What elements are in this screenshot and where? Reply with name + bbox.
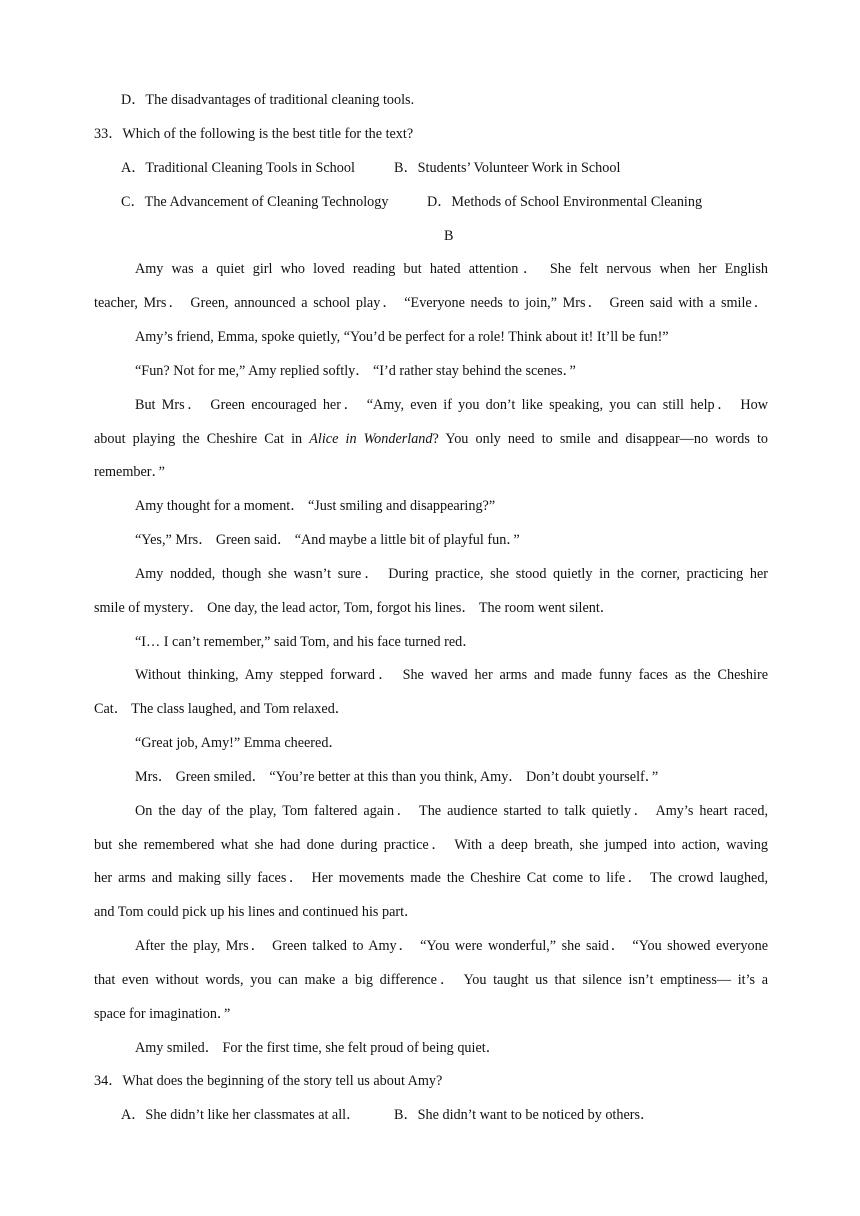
q34-stem: 34．What does the beginning of the story tell us about Amy? — [94, 1073, 443, 1089]
passage-line: “Yes,” Mrs． Green said． “And maybe a little bit of playful fun．” — [135, 532, 520, 548]
passage-line: “Fun? Not for me,” Amy replied softly． “I’d rather stay behind the scenes．” — [135, 363, 576, 379]
passage-line: Amy was a quiet girl who loved reading but hated attention． She felt nervous when her English — [135, 261, 768, 277]
q32-option-d: D．The disadvantages of traditional cleaning tools. — [121, 92, 415, 108]
passage-line: Amy thought for a moment． “Just smiling and disappearing?” — [135, 498, 496, 514]
q33-option-b: B．Students’ Volunteer Work in School — [394, 160, 621, 176]
passage-line: remember．” — [94, 464, 165, 480]
passage-line: Without thinking, Amy stepped forward． She waved her arms and made funny faces as the Cheshire — [135, 667, 768, 683]
passage-line: that even without words, you can make a big difference． You taught us that silence isn’t emptiness— it’s a — [94, 972, 768, 988]
passage-line: and Tom could pick up his lines and continued his part． — [94, 904, 419, 920]
passage-line: but she remembered what she had done during practice． With a deep breath, she jumped into action, waving — [94, 837, 768, 853]
passage-line: space for imagination．” — [94, 1006, 231, 1022]
passage-line: her arms and making silly faces． Her movements made the Cheshire Cat come to life． The crowd laughed, — [94, 870, 768, 886]
q33-stem: 33．Which of the following is the best title for the text? — [94, 126, 414, 142]
passage-line: Amy smiled． For the first time, she felt proud of being quiet． — [135, 1040, 500, 1056]
passage-line: On the day of the play, Tom faltered again． The audience started to talk quietly． Amy’s heart raced, — [135, 803, 768, 819]
passage-line: Mrs． Green smiled． “You’re better at this than you think, Amy． Don’t doubt yourself．” — [135, 769, 659, 785]
q33-option-a: A．Traditional Cleaning Tools in School — [121, 160, 355, 176]
section-heading: B — [444, 228, 454, 244]
passage-line: teacher, Mrs． Green, announced a school play． “Everyone needs to join,” Mrs． Green said with a smile． — [94, 295, 768, 311]
text-run: about playing the Cheshire Cat in — [94, 431, 310, 447]
passage-line: “Great job, Amy!” Emma cheered． — [135, 735, 343, 751]
q34-option-a: A．She didn’t like her classmates at all． — [121, 1107, 361, 1123]
passage-line: smile of mystery． One day, the lead actor, Tom, forgot his lines． The room went silent． — [94, 600, 614, 616]
passage-line: After the play, Mrs． Green talked to Amy． “You were wonderful,” she said． “You showed everyone — [135, 938, 768, 954]
book-title: Alice in Wonderland — [309, 431, 433, 447]
passage-line: “I… I can’t remember,” said Tom, and his face turned red． — [135, 634, 477, 650]
passage-line: Amy nodded, though she wasn’t sure． During practice, she stood quietly in the corner, practicing her — [135, 566, 768, 582]
passage-line: But Mrs． Green encouraged her． “Amy, even if you don’t like speaking, you can still help． How — [135, 397, 768, 413]
text-run: ? You only need to smile and disappear—no words to — [432, 431, 768, 447]
q33-option-c: C．The Advancement of Cleaning Technology — [121, 194, 389, 210]
passage-line: Amy’s friend, Emma, spoke quietly, “You’d be perfect for a role! Think about it! It’ll be fun!” — [135, 329, 669, 345]
passage-line: Cat． The class laughed, and Tom relaxed． — [94, 701, 349, 717]
passage-line — [94, 429, 768, 449]
q34-option-b: B．She didn’t want to be noticed by others． — [394, 1107, 655, 1123]
q33-option-d: D．Methods of School Environmental Cleaning — [427, 194, 703, 210]
